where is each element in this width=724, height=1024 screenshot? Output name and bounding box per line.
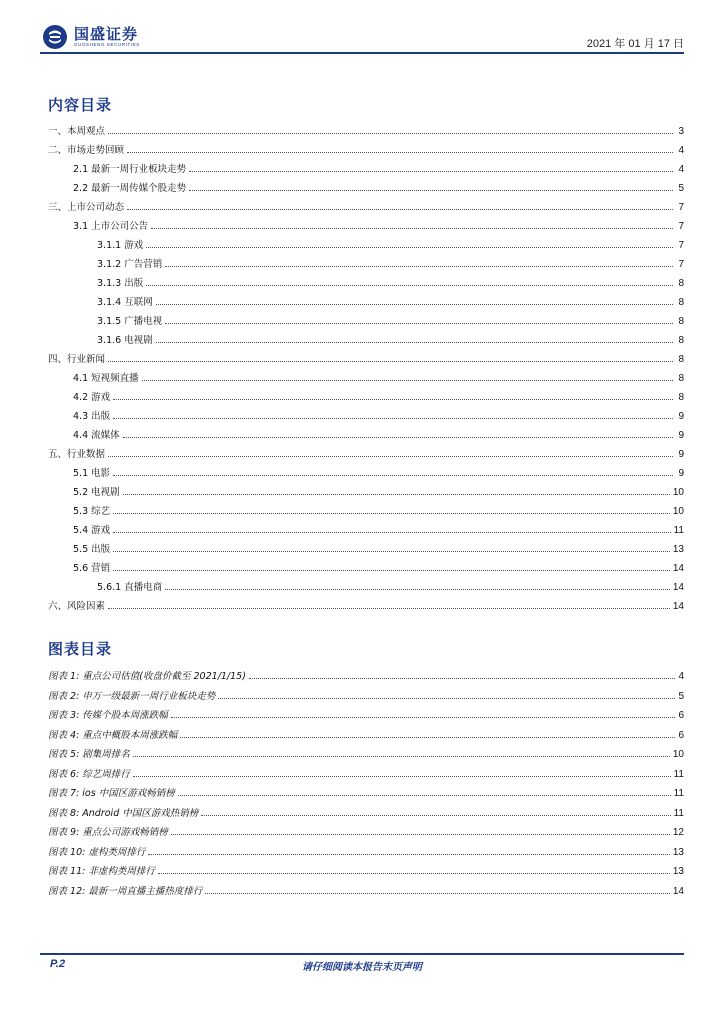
dot-leader	[113, 569, 670, 571]
figure-entry-page: 5	[678, 690, 684, 702]
figure-entry-page: 11	[673, 768, 684, 780]
report-date: 2021 年 01 月 17 日	[586, 38, 684, 50]
dot-leader	[171, 716, 676, 718]
figure-list-title: 图表目录	[48, 640, 113, 658]
toc-entry[interactable]	[48, 332, 684, 351]
toc-entry-page: 8	[678, 392, 684, 403]
dot-leader	[113, 512, 670, 514]
dot-leader	[165, 322, 673, 324]
toc-title: 内容目录	[48, 96, 113, 114]
toc-entry[interactable]	[48, 142, 684, 161]
toc-entry[interactable]	[48, 123, 684, 142]
toc-entry-label: 六、风险因素	[48, 601, 106, 612]
toc-entry-page: 5	[678, 183, 684, 194]
toc-entry[interactable]	[48, 370, 684, 389]
header-divider	[40, 52, 684, 54]
dot-leader	[127, 151, 673, 153]
toc-entry-page: 9	[678, 468, 684, 479]
figure-entry-label: 图表 11: 非虚构类周排行	[48, 866, 155, 877]
figure-entry[interactable]	[48, 668, 684, 688]
toc-entry-page: 7	[678, 240, 684, 251]
toc-entry-label: 3.1.5 广播电视	[97, 316, 163, 327]
toc-entry-page: 14	[672, 601, 684, 612]
toc-entry-page: 8	[678, 297, 684, 308]
toc-entry-label: 5.5 出版	[73, 544, 111, 555]
figure-entry[interactable]	[48, 727, 684, 747]
dot-leader	[201, 814, 670, 816]
figure-entry[interactable]	[48, 688, 684, 708]
dot-leader	[171, 833, 670, 835]
figure-entry-page: 13	[672, 866, 684, 877]
figure-entry-label: 图表 1: 重点公司估值(收盘价截至 2021/1/15)	[48, 671, 246, 682]
toc-entry-label: 二、市场走势回顾	[48, 145, 125, 156]
figure-entry[interactable]	[48, 746, 684, 766]
toc-entry-page: 7	[678, 202, 684, 213]
toc-entry-label: 5.6 营销	[73, 563, 111, 574]
figure-entry-page: 13	[672, 846, 684, 858]
toc-entry[interactable]	[48, 465, 684, 484]
figure-entry[interactable]	[48, 766, 684, 786]
toc-entry[interactable]	[48, 541, 684, 560]
dot-leader	[108, 132, 673, 134]
dot-leader	[205, 892, 670, 894]
toc-entry-page: 4	[678, 145, 684, 156]
dot-leader	[113, 550, 670, 552]
toc-entry-label: 4.1 短视频直播	[73, 373, 139, 384]
toc-entry[interactable]	[48, 427, 684, 446]
toc-entry-page: 13	[672, 544, 684, 555]
toc-entry-page: 10	[672, 506, 684, 517]
toc-entry-page: 3	[678, 126, 684, 137]
dot-leader	[133, 755, 670, 757]
toc-entry-page: 9	[678, 449, 684, 460]
toc-entry-label: 3.1.2 广告营销	[97, 259, 163, 270]
toc-list	[48, 123, 684, 617]
dot-leader	[249, 677, 676, 679]
disclaimer-notice: 请仔细阅读本报告末页声明	[302, 962, 422, 973]
toc-entry-page: 9	[678, 430, 684, 441]
dot-leader	[158, 872, 670, 874]
figure-entry[interactable]	[48, 844, 684, 864]
dot-leader	[142, 379, 673, 381]
dot-leader	[180, 736, 675, 738]
toc-entry-label: 4.2 游戏	[73, 392, 111, 403]
toc-entry-label: 5.6.1 直播电商	[97, 582, 163, 593]
figure-entry-label: 图表 10: 虚构类周排行	[48, 846, 146, 858]
toc-entry[interactable]	[48, 313, 684, 332]
dot-leader	[148, 853, 670, 855]
dot-leader	[108, 607, 670, 609]
toc-entry-label: 4.3 出版	[73, 411, 111, 422]
toc-entry-label: 四、行业新闻	[48, 354, 106, 365]
dot-leader	[127, 208, 673, 210]
dot-leader	[123, 436, 673, 438]
figure-entry-page: 4	[678, 671, 684, 682]
toc-entry[interactable]	[48, 180, 684, 199]
dot-leader	[156, 341, 673, 343]
figure-entry[interactable]	[48, 805, 684, 825]
toc-entry[interactable]	[48, 484, 684, 503]
toc-entry-page: 8	[678, 278, 684, 289]
toc-entry-page: 14	[672, 582, 684, 593]
toc-entry-page: 8	[678, 316, 684, 327]
dot-leader	[113, 417, 673, 419]
dot-leader	[165, 588, 670, 590]
toc-entry[interactable]	[48, 294, 684, 313]
toc-entry-label: 3.1.3 出版	[97, 278, 144, 289]
guosheng-logo-icon	[42, 24, 68, 50]
figure-entry-page: 12	[672, 827, 684, 838]
toc-entry-page: 10	[672, 487, 684, 498]
toc-entry-page: 8	[678, 335, 684, 346]
dot-leader	[178, 794, 671, 796]
footer-divider	[40, 953, 684, 955]
toc-entry-page: 8	[678, 354, 684, 365]
figure-entry-label: 图表 4: 重点中概股本周涨跌幅	[48, 729, 178, 741]
toc-entry[interactable]	[48, 351, 684, 370]
figure-entry-page: 11	[673, 807, 684, 819]
toc-entry[interactable]	[48, 560, 684, 579]
toc-entry-page: 11	[673, 525, 684, 536]
toc-entry-page: 4	[678, 164, 684, 175]
toc-entry[interactable]	[48, 199, 684, 218]
dot-leader	[151, 227, 673, 229]
figure-entry[interactable]	[48, 824, 684, 844]
figure-entry-label: 图表 2: 申万一级最新一周行业板块走势	[48, 690, 216, 702]
toc-entry[interactable]	[48, 389, 684, 408]
dot-leader	[113, 398, 673, 400]
dot-leader	[146, 284, 673, 286]
toc-entry-label: 3.1.6 电视剧	[97, 335, 153, 346]
dot-leader	[189, 189, 673, 191]
toc-entry-page: 7	[678, 221, 684, 232]
toc-entry-label: 5.2 电视剧	[73, 487, 120, 498]
dot-leader	[146, 246, 673, 248]
toc-entry[interactable]	[48, 161, 684, 180]
toc-entry-label: 五、行业数据	[48, 449, 106, 460]
toc-entry-page: 14	[672, 563, 684, 574]
figure-entry-label: 图表 3: 传媒个股本周涨跌幅	[48, 710, 168, 721]
toc-entry-label: 3.1.1 游戏	[97, 240, 144, 251]
dot-leader	[108, 455, 673, 457]
toc-entry-label: 3.1.4 互联网	[97, 297, 153, 308]
toc-entry-label: 5.4 游戏	[73, 525, 111, 536]
toc-entry[interactable]	[48, 218, 684, 237]
toc-entry[interactable]	[48, 237, 684, 256]
toc-entry[interactable]	[48, 275, 684, 294]
toc-entry-label: 5.3 综艺	[73, 506, 111, 517]
toc-entry[interactable]	[48, 598, 684, 617]
figure-entry-label: 图表 9: 重点公司游戏畅销榜	[48, 827, 168, 838]
toc-entry[interactable]	[48, 256, 684, 275]
figure-entry-label: 图表 7: ios 中国区游戏畅销榜	[48, 788, 175, 799]
dot-leader	[133, 775, 671, 777]
dot-leader	[156, 303, 673, 305]
dot-leader	[123, 493, 670, 495]
toc-entry[interactable]	[48, 503, 684, 522]
toc-entry[interactable]	[48, 446, 684, 465]
figure-entry-label: 图表 8: Android 中国区游戏热销榜	[48, 807, 199, 819]
figure-entry[interactable]	[48, 785, 684, 805]
brand-name-cn: 国盛证券	[74, 25, 139, 43]
dot-leader	[113, 474, 673, 476]
brand-name-en: GUOSHENG SECURITIES	[74, 42, 140, 47]
figure-entry-page: 6	[678, 729, 684, 741]
toc-entry-page: 8	[678, 373, 684, 384]
figure-entry-label: 图表 5: 剧集周排名	[48, 749, 130, 760]
figure-entry-page: 10	[672, 749, 684, 760]
dot-leader	[108, 360, 673, 362]
figure-entry-page: 11	[673, 788, 684, 799]
figure-entry-page: 6	[678, 710, 684, 721]
toc-entry[interactable]	[48, 522, 684, 541]
toc-entry-label: 5.1 电影	[73, 468, 111, 479]
company-logo	[42, 24, 140, 50]
figure-entry[interactable]	[48, 883, 684, 903]
toc-entry-label: 三、上市公司动态	[48, 202, 125, 213]
toc-entry-label: 2.1 最新一周行业板块走势	[73, 164, 187, 175]
figure-entry-page: 14	[672, 885, 684, 897]
toc-entry-label: 2.2 最新一周传媒个股走势	[73, 183, 187, 194]
toc-entry[interactable]	[48, 408, 684, 427]
toc-entry[interactable]	[48, 579, 684, 598]
toc-entry-label: 3.1 上市公司公告	[73, 221, 149, 232]
dot-leader	[189, 170, 673, 172]
toc-entry-page: 7	[678, 259, 684, 270]
toc-entry-label: 4.4 流媒体	[73, 430, 120, 441]
figure-entry[interactable]	[48, 707, 684, 727]
dot-leader	[165, 265, 673, 267]
figure-list	[48, 668, 684, 902]
figure-entry-label: 图表 12: 最新一周直播主播热度排行	[48, 885, 203, 897]
toc-entry-page: 9	[678, 411, 684, 422]
dot-leader	[113, 531, 670, 533]
page-number: P.2	[50, 958, 66, 970]
dot-leader	[218, 697, 675, 699]
toc-entry-label: 一、本周观点	[48, 126, 106, 137]
figure-entry[interactable]	[48, 863, 684, 883]
figure-entry-label: 图表 6: 综艺周排行	[48, 768, 130, 780]
